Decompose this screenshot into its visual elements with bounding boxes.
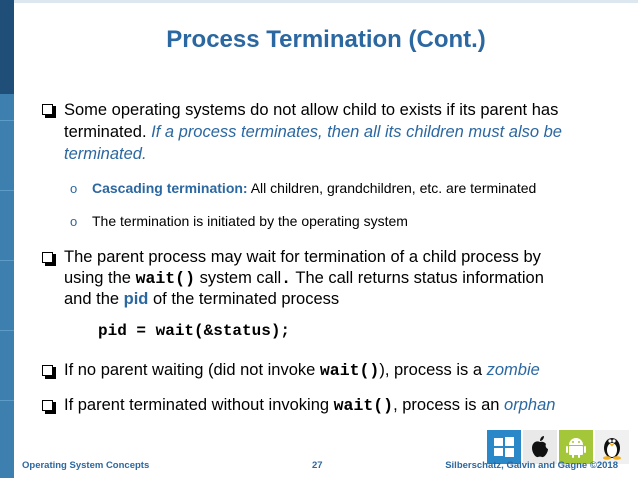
italic-emphasis: If a process terminates, then all its children must also be bbox=[151, 123, 562, 141]
bullet-marker-2 bbox=[42, 252, 53, 263]
left-decorative-bar bbox=[0, 0, 14, 478]
footer-left: Operating System Concepts bbox=[22, 460, 150, 471]
bullet-1-line-1: Some operating systems do not allow child to exists if its parent has bbox=[64, 101, 559, 119]
bullet-1-line-3: terminated. bbox=[64, 145, 147, 163]
code-example: pid = wait(&status); bbox=[98, 322, 291, 340]
bullet-marker-4 bbox=[42, 400, 53, 411]
bullet-3: If no parent waiting (did not invoke wait()), process is a zombie bbox=[64, 361, 540, 380]
zombie-term: zombie bbox=[486, 361, 540, 379]
linux-tux-icon bbox=[595, 430, 629, 464]
sub-bullet-marker-2: o bbox=[70, 214, 78, 229]
footer-page-number: 27 bbox=[312, 460, 323, 471]
bullet-marker-1 bbox=[42, 104, 53, 115]
bullet-2-line-2: using the wait() system call. The call returns status information bbox=[64, 269, 544, 288]
bullet-4: If parent terminated without invoking wait(), process is an orphan bbox=[64, 396, 556, 415]
code-wait: wait() bbox=[333, 396, 394, 415]
os-logos bbox=[487, 430, 629, 464]
sub-bullet-1: Cascading termination: All children, grandchildren, etc. are terminated bbox=[92, 180, 537, 196]
apple-icon bbox=[523, 430, 557, 464]
sub-bullet-2: The termination is initiated by the operating system bbox=[92, 213, 408, 229]
left-bar-dark-segment bbox=[0, 0, 14, 94]
slide-title: Process Termination (Cont.) bbox=[166, 26, 486, 53]
code-wait: wait() bbox=[135, 269, 195, 288]
bullet-marker-3 bbox=[42, 365, 53, 376]
windows-icon bbox=[487, 430, 521, 464]
bullet-2-line-1: The parent process may wait for termination of a child process by bbox=[64, 248, 541, 266]
pid-term: pid bbox=[123, 290, 149, 308]
footer-right: Silberschatz, Galvin and Gagne ©2018 bbox=[445, 460, 618, 471]
code-wait: wait() bbox=[319, 361, 380, 380]
android-icon bbox=[559, 430, 593, 464]
sub-bullet-marker-1: o bbox=[70, 181, 78, 196]
orphan-term: orphan bbox=[504, 396, 556, 414]
bullet-1-line-2: terminated. If a process terminates, then all its children must also be bbox=[64, 123, 562, 141]
top-decorative-line bbox=[14, 0, 638, 3]
bullet-2-line-3: and the pid of the terminated process bbox=[64, 290, 340, 308]
